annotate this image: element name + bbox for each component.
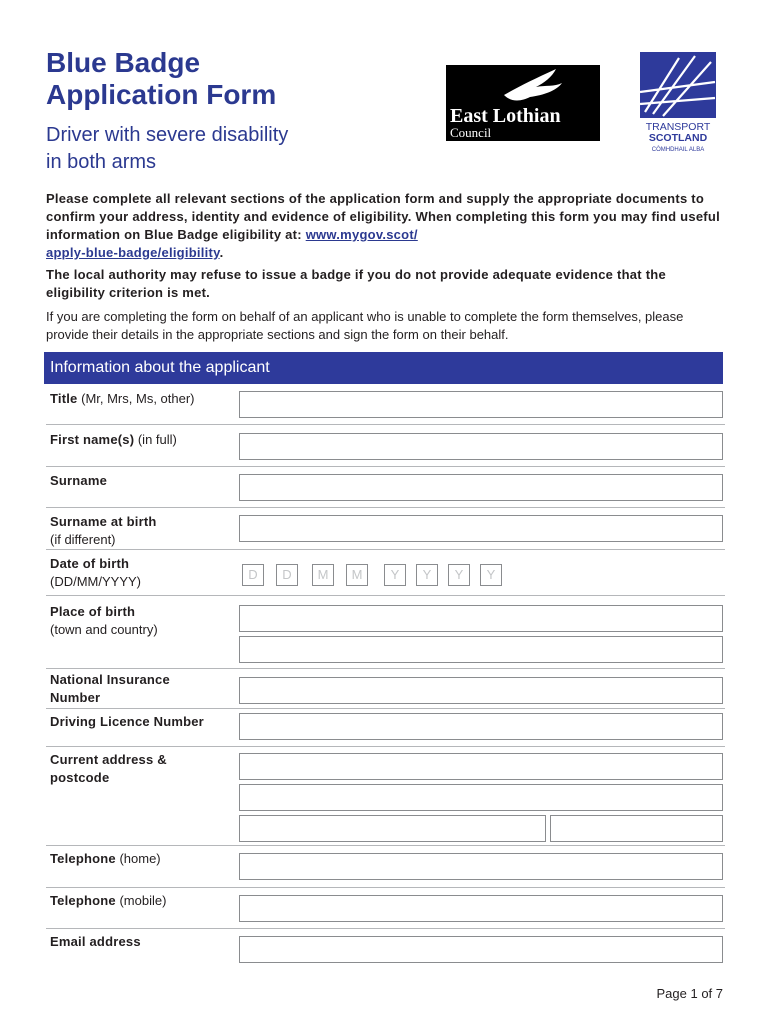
council-logo-subtext: Council [450, 125, 492, 140]
telephone-mobile-input[interactable] [239, 895, 723, 922]
ni-input[interactable] [239, 677, 723, 704]
council-logo-text: East Lothian [450, 105, 561, 127]
title-label: Title (Mr, Mrs, Ms, other) [50, 391, 195, 406]
page-subtitle [46, 122, 366, 176]
row-divider [46, 708, 725, 709]
pob-input-line-2[interactable] [239, 636, 723, 663]
intro-paragraph-1: Please complete all relevant sections of the application form and supply the appropriate documents to confirm your address, identity and evidence of eligibility. When completing this form you may find useful information on Blue Badge eligibility at: www.mygov.scot/ apply-blue-badge/eligibility. [46, 191, 720, 260]
dob-day-digit-2[interactable]: D [276, 564, 298, 586]
section-heading-applicant: Information about the applicant [44, 352, 723, 384]
postcode-input[interactable] [550, 815, 723, 842]
first-name-label: First name(s) (in full) [50, 432, 177, 447]
surname-at-birth-label: Surname at birth (if different) [50, 514, 157, 547]
title-input[interactable] [239, 391, 723, 418]
row-divider [46, 845, 725, 846]
ts-logo-text-3: CÒMHDHAIL ALBA [651, 147, 705, 153]
row-divider [46, 466, 725, 467]
dob-year-digit-2[interactable]: Y [416, 564, 438, 586]
dob-year-digit-4[interactable]: Y [480, 564, 502, 586]
surname-at-birth-input[interactable] [239, 515, 723, 542]
row-divider [46, 887, 725, 888]
surname-label: Surname [50, 473, 108, 488]
row-divider [46, 668, 725, 669]
title-line-2: Application Form [46, 79, 277, 110]
driving-licence-input[interactable] [239, 713, 723, 740]
telephone-home-label: Telephone (home) [50, 851, 161, 866]
row-divider [46, 507, 725, 508]
page-title [46, 47, 376, 111]
ts-logo-text-1: TRANSPORT [645, 121, 711, 133]
intro-paragraph-3: If you are completing the form on behalf of an applicant who is unable to complete the form themselves, please provide their details in the appropriate sections and sign the form on their behalf. [46, 309, 684, 342]
row-divider [46, 424, 725, 425]
pob-input-line-1[interactable] [239, 605, 723, 632]
subtitle-line-1: Driver with severe disability [46, 124, 289, 146]
email-label: Email address [50, 934, 141, 949]
address-label: Current address & postcode [50, 752, 167, 785]
dob-month-digit-2[interactable]: M [346, 564, 368, 586]
address-input-line-3[interactable] [239, 815, 546, 842]
transport-scotland-logo [639, 52, 717, 154]
row-divider [46, 746, 725, 747]
east-lothian-council-logo [446, 65, 600, 141]
eligibility-link[interactable]: www.mygov.scot/ apply-blue-badge/eligibility [46, 227, 418, 260]
title-line-1: Blue Badge [46, 47, 201, 78]
surname-input[interactable] [239, 474, 723, 501]
driving-licence-label: Driving Licence Number [50, 714, 204, 729]
dob-day-digit-1[interactable]: D [242, 564, 264, 586]
pob-label: Place of birth (town and country) [50, 604, 158, 637]
ts-logo-text-2: SCOTLAND [648, 132, 708, 144]
row-divider [46, 928, 725, 929]
first-name-input[interactable] [239, 433, 723, 460]
address-input-line-2[interactable] [239, 784, 723, 811]
page-number: Page 1 of 7 [656, 986, 723, 1001]
telephone-home-input[interactable] [239, 853, 723, 880]
email-input[interactable] [239, 936, 723, 963]
dob-year-digit-1[interactable]: Y [384, 564, 406, 586]
telephone-mobile-label: Telephone (mobile) [50, 893, 167, 908]
address-input-line-1[interactable] [239, 753, 723, 780]
dob-year-digit-3[interactable]: Y [448, 564, 470, 586]
dob-month-digit-1[interactable]: M [312, 564, 334, 586]
subtitle-line-2: in both arms [46, 151, 157, 173]
intro-paragraph-2: The local authority may refuse to issue a badge if you do not provide adequate evidence that the eligibility criterion is met. [46, 267, 666, 300]
row-divider [46, 549, 725, 550]
ni-label: National Insurance Number [50, 672, 170, 705]
row-divider [46, 595, 725, 596]
dob-label: Date of birth (DD/MM/YYYY) [50, 556, 141, 589]
